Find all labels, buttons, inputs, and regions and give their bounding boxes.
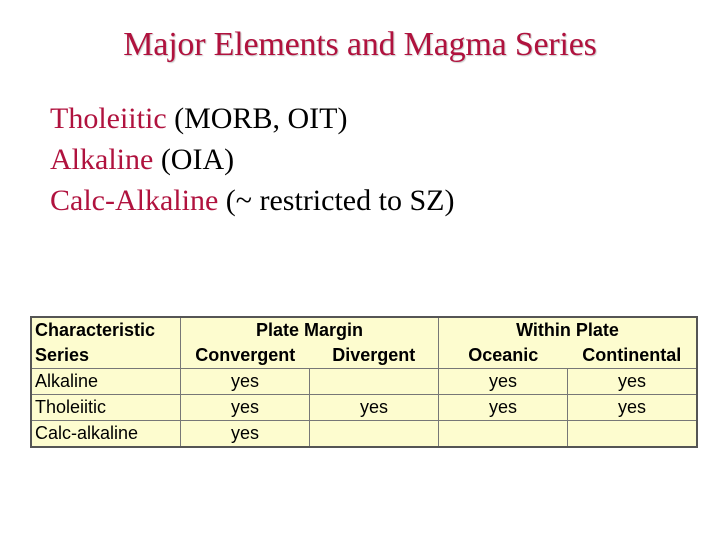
slide-title: Major Elements and Magma Series <box>123 26 597 63</box>
bullet-term: Calc-Alkaline <box>50 184 219 217</box>
magma-series-table <box>30 316 698 448</box>
table-row <box>31 421 697 448</box>
cell-convergent: yes <box>181 369 310 395</box>
cell-oceanic: yes <box>439 395 568 421</box>
cell-divergent <box>310 369 439 395</box>
header-plate-margin: Plate Margin <box>181 317 439 343</box>
bullet-detail: (MORB, OIT) <box>166 102 348 135</box>
cell-oceanic <box>439 421 568 448</box>
table-row <box>31 369 697 395</box>
header-convergent: Convergent <box>181 343 310 369</box>
header-characteristic: Characteristic <box>31 317 181 343</box>
row-series-name: Tholeiitic <box>31 395 181 421</box>
cell-convergent: yes <box>181 395 310 421</box>
table-header-row <box>31 317 697 343</box>
bullet-item-calc-alkaline <box>50 180 454 221</box>
cell-continental <box>568 421 698 448</box>
header-series: Series <box>31 343 181 369</box>
cell-oceanic: yes <box>439 369 568 395</box>
header-continental: Continental <box>568 343 698 369</box>
row-series-name: Calc-alkaline <box>31 421 181 448</box>
row-series-name: Alkaline <box>31 369 181 395</box>
table-row <box>31 395 697 421</box>
bullet-item-tholeiitic <box>50 98 454 139</box>
bullet-detail: (OIA) <box>153 143 235 176</box>
cell-divergent: yes <box>310 395 439 421</box>
bullet-term: Alkaline <box>50 143 154 176</box>
bullet-detail: (~ restricted to SZ) <box>218 184 455 217</box>
bullet-item-alkaline <box>50 139 454 180</box>
header-divergent: Divergent <box>310 343 439 369</box>
cell-convergent: yes <box>181 421 310 448</box>
cell-continental: yes <box>568 369 698 395</box>
table-subheader-row <box>31 343 697 369</box>
header-oceanic: Oceanic <box>439 343 568 369</box>
bullet-list <box>50 98 454 221</box>
cell-divergent <box>310 421 439 448</box>
bullet-term: Tholeiitic <box>50 102 167 135</box>
cell-continental: yes <box>568 395 698 421</box>
header-within-plate: Within Plate <box>439 317 698 343</box>
